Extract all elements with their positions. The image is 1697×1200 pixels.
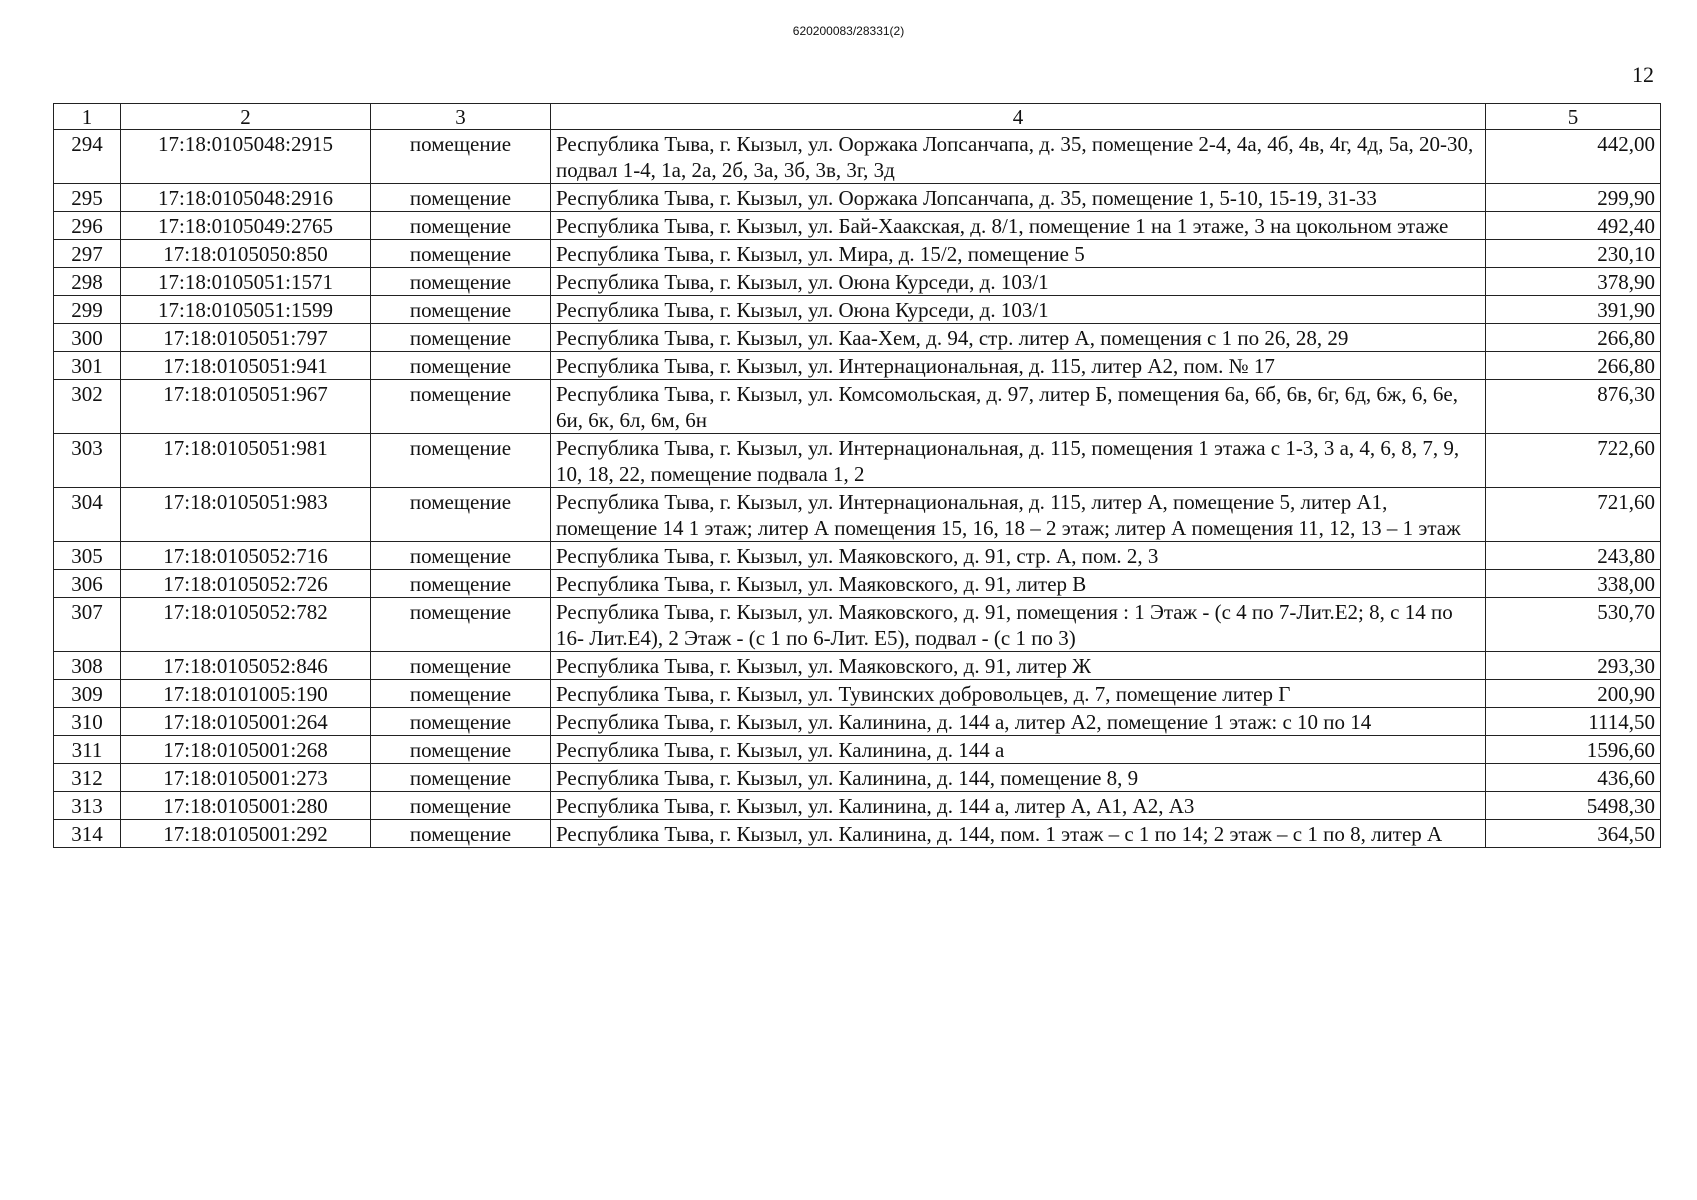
table-row: [54, 380, 1661, 434]
row-number-cell: 311: [54, 736, 121, 764]
area-cell: 364,50: [1486, 820, 1661, 848]
area-cell: 243,80: [1486, 542, 1661, 570]
address-cell: Республика Тыва, г. Кызыл, ул. Оюна Курседи, д. 103/1: [551, 268, 1486, 296]
cadastral-number-cell: 17:18:0105051:941: [121, 352, 371, 380]
object-type-cell: помещение: [371, 792, 551, 820]
object-type-cell: помещение: [371, 434, 551, 488]
column-header: 3: [371, 104, 551, 130]
row-number-cell: 299: [54, 296, 121, 324]
area-cell: 230,10: [1486, 240, 1661, 268]
address-cell: Республика Тыва, г. Кызыл, ул. Калинина, д. 144 а, литер А2, помещение 1 этаж: с 10 по 14: [551, 708, 1486, 736]
table-row: [54, 680, 1661, 708]
address-cell: Республика Тыва, г. Кызыл, ул. Калинина, д. 144 а: [551, 736, 1486, 764]
area-cell: 530,70: [1486, 598, 1661, 652]
row-number-cell: 312: [54, 764, 121, 792]
table-row: [54, 324, 1661, 352]
object-type-cell: помещение: [371, 598, 551, 652]
row-number-cell: 314: [54, 820, 121, 848]
cadastral-number-cell: 17:18:0105001:264: [121, 708, 371, 736]
address-cell: Республика Тыва, г. Кызыл, ул. Оюна Курседи, д. 103/1: [551, 296, 1486, 324]
area-cell: 5498,30: [1486, 792, 1661, 820]
cadastral-number-cell: 17:18:0105051:1571: [121, 268, 371, 296]
address-cell: Республика Тыва, г. Кызыл, ул. Интернациональная, д. 115, литер А2, пом. № 17: [551, 352, 1486, 380]
object-type-cell: помещение: [371, 296, 551, 324]
table-row: [54, 820, 1661, 848]
table-row: [54, 488, 1661, 542]
row-number-cell: 310: [54, 708, 121, 736]
row-number-cell: 307: [54, 598, 121, 652]
table-row: [54, 736, 1661, 764]
cadastral-number-cell: 17:18:0105052:846: [121, 652, 371, 680]
table-row: [54, 240, 1661, 268]
table-row: [54, 792, 1661, 820]
object-type-cell: помещение: [371, 652, 551, 680]
cadastral-number-cell: 17:18:0105001:268: [121, 736, 371, 764]
row-number-cell: 302: [54, 380, 121, 434]
cadastral-number-cell: 17:18:0105051:1599: [121, 296, 371, 324]
address-cell: Республика Тыва, г. Кызыл, ул. Маяковского, д. 91, литер В: [551, 570, 1486, 598]
address-cell: Республика Тыва, г. Кызыл, ул. Мира, д. 15/2, помещение 5: [551, 240, 1486, 268]
cadastral-number-cell: 17:18:0105048:2916: [121, 184, 371, 212]
area-cell: 266,80: [1486, 324, 1661, 352]
page-number: 12: [1632, 62, 1654, 87]
row-number-cell: 306: [54, 570, 121, 598]
object-type-cell: помещение: [371, 542, 551, 570]
address-cell: Республика Тыва, г. Кызыл, ул. Калинина, д. 144 а, литер А, А1, А2, А3: [551, 792, 1486, 820]
row-number-cell: 304: [54, 488, 121, 542]
address-cell: Республика Тыва, г. Кызыл, ул. Калинина, д. 144, помещение 8, 9: [551, 764, 1486, 792]
object-type-cell: помещение: [371, 488, 551, 542]
object-type-cell: помещение: [371, 324, 551, 352]
cadastral-number-cell: 17:18:0105051:967: [121, 380, 371, 434]
area-cell: 299,90: [1486, 184, 1661, 212]
area-cell: 436,60: [1486, 764, 1661, 792]
cadastral-number-cell: 17:18:0105051:981: [121, 434, 371, 488]
table-row: [54, 764, 1661, 792]
table-row: [54, 212, 1661, 240]
table-row: [54, 598, 1661, 652]
row-number-cell: 295: [54, 184, 121, 212]
object-type-cell: помещение: [371, 212, 551, 240]
address-cell: Республика Тыва, г. Кызыл, ул. Маяковского, д. 91, помещения : 1 Этаж - (с 4 по 7-Лит.Е2; 8, с 14 по 16- Лит.Е4), 2 Этаж - (с 1 по 6-Лит. Е5), подвал - (с 1 по 3): [551, 598, 1486, 652]
row-number-cell: 294: [54, 130, 121, 184]
property-registry-table: [53, 103, 1661, 848]
address-cell: Республика Тыва, г. Кызыл, ул. Ооржака Лопсанчапа, д. 35, помещение 2-4, 4а, 4б, 4в, 4г, 4д, 5а, 20-30, подвал 1-4, 1а, 2а, 2б, 3а, 3б, 3в, 3г, 3д: [551, 130, 1486, 184]
cadastral-number-cell: 17:18:0105001:273: [121, 764, 371, 792]
object-type-cell: помещение: [371, 764, 551, 792]
area-cell: 200,90: [1486, 680, 1661, 708]
address-cell: Республика Тыва, г. Кызыл, ул. Каа-Хем, д. 94, стр. литер А, помещения с 1 по 26, 28, 29: [551, 324, 1486, 352]
table-row: [54, 130, 1661, 184]
object-type-cell: помещение: [371, 352, 551, 380]
area-cell: 293,30: [1486, 652, 1661, 680]
area-cell: 492,40: [1486, 212, 1661, 240]
address-cell: Республика Тыва, г. Кызыл, ул. Интернациональная, д. 115, литер А, помещение 5, литер А1, помещение 14 1 этаж; литер А помещения 15, 16, 18 – 2 этаж; литер А помещения 11, 12, 13 – 1 этаж: [551, 488, 1486, 542]
area-cell: 722,60: [1486, 434, 1661, 488]
object-type-cell: помещение: [371, 736, 551, 764]
cadastral-number-cell: 17:18:0105052:716: [121, 542, 371, 570]
table-row: [54, 542, 1661, 570]
area-cell: 721,60: [1486, 488, 1661, 542]
address-cell: Республика Тыва, г. Кызыл, ул. Комсомольская, д. 97, литер Б, помещения 6а, 6б, 6в, 6г, 6д, 6ж, 6, 6е, 6и, 6к, 6л, 6м, 6н: [551, 380, 1486, 434]
table-row: [54, 296, 1661, 324]
header-row: [54, 104, 1661, 130]
area-cell: 1114,50: [1486, 708, 1661, 736]
row-number-cell: 297: [54, 240, 121, 268]
table-row: [54, 268, 1661, 296]
area-cell: 266,80: [1486, 352, 1661, 380]
address-cell: Республика Тыва, г. Кызыл, ул. Интернациональная, д. 115, помещения 1 этажа с 1-3, 3 а, 4, 6, 8, 7, 9, 10, 18, 22, помещение подвала 1, 2: [551, 434, 1486, 488]
column-header: 5: [1486, 104, 1661, 130]
cadastral-number-cell: 17:18:0105001:280: [121, 792, 371, 820]
table-row: [54, 708, 1661, 736]
row-number-cell: 303: [54, 434, 121, 488]
row-number-cell: 309: [54, 680, 121, 708]
object-type-cell: помещение: [371, 570, 551, 598]
cadastral-number-cell: 17:18:0105050:850: [121, 240, 371, 268]
object-type-cell: помещение: [371, 240, 551, 268]
table-row: [54, 184, 1661, 212]
object-type-cell: помещение: [371, 380, 551, 434]
cadastral-number-cell: 17:18:0101005:190: [121, 680, 371, 708]
object-type-cell: помещение: [371, 708, 551, 736]
area-cell: 378,90: [1486, 268, 1661, 296]
address-cell: Республика Тыва, г. Кызыл, ул. Маяковского, д. 91, стр. А, пом. 2, 3: [551, 542, 1486, 570]
object-type-cell: помещение: [371, 680, 551, 708]
object-type-cell: помещение: [371, 820, 551, 848]
address-cell: Республика Тыва, г. Кызыл, ул. Тувинских добровольцев, д. 7, помещение литер Г: [551, 680, 1486, 708]
area-cell: 876,30: [1486, 380, 1661, 434]
address-cell: Республика Тыва, г. Кызыл, ул. Бай-Хаакская, д. 8/1, помещение 1 на 1 этаже, 3 на цокольном этаже: [551, 212, 1486, 240]
address-cell: Республика Тыва, г. Кызыл, ул. Маяковского, д. 91, литер Ж: [551, 652, 1486, 680]
column-header: 1: [54, 104, 121, 130]
table-row: [54, 434, 1661, 488]
object-type-cell: помещение: [371, 184, 551, 212]
address-cell: Республика Тыва, г. Кызыл, ул. Ооржака Лопсанчапа, д. 35, помещение 1, 5-10, 15-19, 31-33: [551, 184, 1486, 212]
row-number-cell: 308: [54, 652, 121, 680]
row-number-cell: 296: [54, 212, 121, 240]
area-cell: 338,00: [1486, 570, 1661, 598]
area-cell: 1596,60: [1486, 736, 1661, 764]
row-number-cell: 313: [54, 792, 121, 820]
cadastral-number-cell: 17:18:0105049:2765: [121, 212, 371, 240]
address-cell: Республика Тыва, г. Кызыл, ул. Калинина, д. 144, пом. 1 этаж – с 1 по 14; 2 этаж – с 1 по 8, литер А: [551, 820, 1486, 848]
object-type-cell: помещение: [371, 268, 551, 296]
object-type-cell: помещение: [371, 130, 551, 184]
cadastral-number-cell: 17:18:0105052:782: [121, 598, 371, 652]
row-number-cell: 305: [54, 542, 121, 570]
table-row: [54, 570, 1661, 598]
column-header: 4: [551, 104, 1486, 130]
cadastral-number-cell: 17:18:0105048:2915: [121, 130, 371, 184]
cadastral-number-cell: 17:18:0105052:726: [121, 570, 371, 598]
cadastral-number-cell: 17:18:0105001:292: [121, 820, 371, 848]
table-row: [54, 652, 1661, 680]
cadastral-number-cell: 17:18:0105051:797: [121, 324, 371, 352]
cadastral-number-cell: 17:18:0105051:983: [121, 488, 371, 542]
area-cell: 391,90: [1486, 296, 1661, 324]
row-number-cell: 298: [54, 268, 121, 296]
column-header: 2: [121, 104, 371, 130]
document-id: 620200083/28331(2): [792, 24, 905, 38]
table-row: [54, 352, 1661, 380]
area-cell: 442,00: [1486, 130, 1661, 184]
row-number-cell: 300: [54, 324, 121, 352]
row-number-cell: 301: [54, 352, 121, 380]
